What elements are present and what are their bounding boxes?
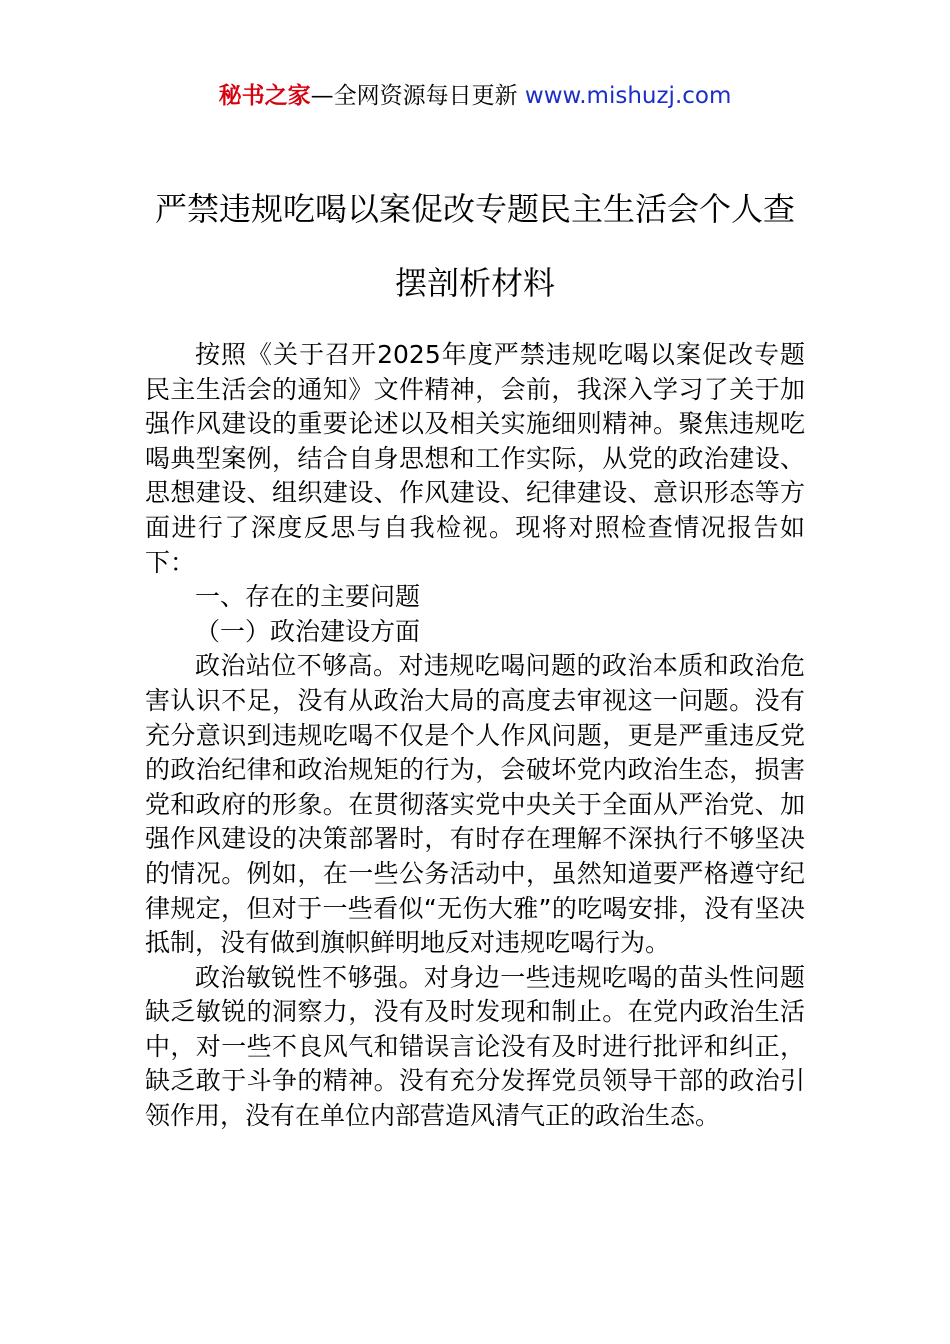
site-url-link[interactable]: www.mishuzj.com [524, 83, 732, 109]
section-heading: 一、存在的主要问题 [195, 582, 421, 612]
site-slogan: —全网资源每日更新 [310, 83, 518, 109]
body-paragraph: 政治站位不够高。对违规吃喝问题的政治本质和政治危害认识不足，没有从政治大局的高度去审视这一问题。没有充分意识到违规吃喝不仅是个人作风问题，更是严重违反党的政治纪律和政治规矩的行为，会破坏党内政治生态，损害党和政府的形象。在贯彻落实党中央关于全面从严治党、加强作风建设的决策部署时，有时存在理解不深执行不够坚决的情况。例如，在一些公务活动中，虽然知道要严格遵守纪律规定，但对于一些看似“无伤大雅”的吃喝安排，没有坚决抵制，没有做到旗帜鲜明地反对违规吃喝行为。 [145, 651, 805, 958]
intro-paragraph: 按照《关于召开2025年度严禁违规吃喝以案促改专题民主生活会的通知》文件精神，会前，我深入学习了关于加强作风建设的重要论述以及相关实施细则精神。聚焦违规吃喝典型案例，结合自身思想和工作实际，从党的政治建设、思想建设、组织建设、作风建设、纪律建设、意识形态等方面进行了深度反思与自我检视。现将对照检查情况报告如下： [145, 340, 805, 577]
body-paragraph: 政治敏锐性不够强。对身边一些违规吃喝的苗头性问题缺乏敏锐的洞察力，没有及时发现和制止。在党内政治生活中，对一些不良风气和错误言论没有及时进行批评和纠正，缺乏敢于斗争的精神。没有充分发挥党员领导干部的政治引领作用，没有在单位内部营造风清气正的政治生态。 [145, 962, 805, 1131]
site-header [0, 80, 950, 112]
subsection-heading: （一）政治建设方面 [195, 616, 421, 646]
site-brand: 秘书之家 [218, 83, 311, 109]
document-title: 严禁违规吃喝以案促改专题民主生活会个人查摆剖析材料 [154, 190, 795, 302]
document-body [145, 338, 805, 1134]
